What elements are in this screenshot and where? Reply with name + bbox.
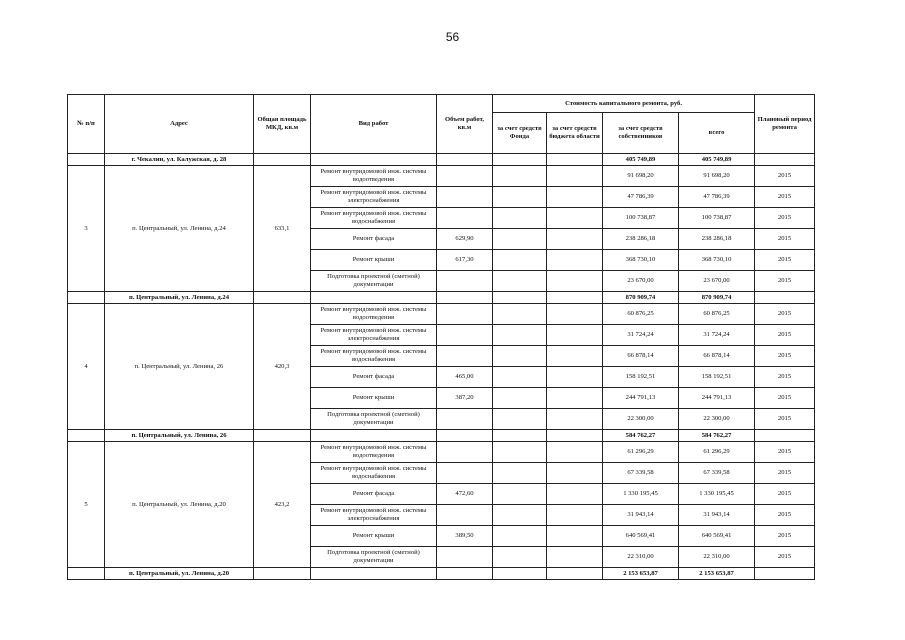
cell-empty: [493, 568, 547, 580]
header-owners: за счет средств собственников: [603, 113, 679, 154]
work-volume: [437, 547, 493, 568]
group-number: 4: [68, 304, 105, 430]
repair-period: 2015: [755, 388, 815, 409]
cell-empty: [311, 292, 437, 304]
cell-empty: [493, 430, 547, 442]
work-type: Ремонт крыши: [311, 526, 437, 547]
cell-empty: [755, 292, 815, 304]
work-volume: [437, 166, 493, 187]
cost-total: 91 698,20: [679, 166, 755, 187]
cost-budget: [547, 304, 603, 325]
cost-owners: 91 698,20: [603, 166, 679, 187]
repair-period: 2015: [755, 325, 815, 346]
cost-budget: [547, 187, 603, 208]
work-type: Ремонт крыши: [311, 250, 437, 271]
cost-owners: 31 724,24: [603, 325, 679, 346]
work-volume: [437, 304, 493, 325]
work-volume: 465,00: [437, 367, 493, 388]
cost-owners: 22 300,00: [603, 409, 679, 430]
work-type: Подготовка проектной (сметной) документации: [311, 271, 437, 292]
repair-period: 2015: [755, 442, 815, 463]
cell-empty: [437, 568, 493, 580]
cost-budget: [547, 505, 603, 526]
work-volume: [437, 325, 493, 346]
work-volume: [437, 409, 493, 430]
repair-period: 2015: [755, 463, 815, 484]
header-cost-group: Стоимость капитального ремонта, руб.: [493, 95, 755, 113]
cost-owners: 60 876,25: [603, 304, 679, 325]
work-volume: [437, 346, 493, 367]
cost-owners: 1 330 195,45: [603, 484, 679, 505]
work-type: Ремонт внутридомовой инж. системы водоснабжения: [311, 346, 437, 367]
cost-fund: [493, 526, 547, 547]
cost-owners: 100 738,87: [603, 208, 679, 229]
cost-fund: [493, 388, 547, 409]
repair-period: 2015: [755, 526, 815, 547]
work-type: Ремонт фасада: [311, 484, 437, 505]
cost-total: 23 670,00: [679, 271, 755, 292]
cost-fund: [493, 208, 547, 229]
pretotal-total: 405 749,89: [679, 154, 755, 166]
page-number: 56: [445, 30, 460, 44]
cell-empty: [547, 568, 603, 580]
cost-owners: 67 339,58: [603, 463, 679, 484]
cost-fund: [493, 250, 547, 271]
cost-owners: 238 286,18: [603, 229, 679, 250]
cost-total: 640 569,41: [679, 526, 755, 547]
header-row-1: [68, 95, 815, 113]
cell-empty: [437, 430, 493, 442]
work-volume: [437, 208, 493, 229]
cell-empty: [547, 292, 603, 304]
header-area: Общая площадь МКД, кв.м: [254, 95, 311, 154]
group-address: п. Центральный, ул. Ленина, д.20: [105, 442, 254, 568]
pretotal-owners: 405 749,89: [603, 154, 679, 166]
cost-fund: [493, 229, 547, 250]
cell-empty: [311, 154, 437, 166]
cost-total: 1 330 195,45: [679, 484, 755, 505]
repair-period: 2015: [755, 187, 815, 208]
cell-empty: [68, 292, 105, 304]
cost-owners: 31 943,14: [603, 505, 679, 526]
subtotal-row: [68, 568, 815, 580]
header-address: Адрес: [105, 95, 254, 154]
cost-budget: [547, 547, 603, 568]
cell-empty: [254, 430, 311, 442]
cell-empty: [755, 568, 815, 580]
cell-empty: [437, 292, 493, 304]
cost-budget: [547, 250, 603, 271]
cost-fund: [493, 367, 547, 388]
subtotal-row: [68, 430, 815, 442]
table-row: [68, 442, 815, 463]
cost-total: 31 943,14: [679, 505, 755, 526]
cost-owners: 22 310,00: [603, 547, 679, 568]
repair-period: 2015: [755, 346, 815, 367]
group-area: 420,3: [254, 304, 311, 430]
cell-empty: [254, 154, 311, 166]
repair-period: 2015: [755, 547, 815, 568]
work-type: Ремонт внутридомовой инж. системы водоснабжения: [311, 208, 437, 229]
cost-total: 244 791,13: [679, 388, 755, 409]
cell-empty: [68, 430, 105, 442]
cost-budget: [547, 346, 603, 367]
work-volume: 472,60: [437, 484, 493, 505]
header-total: всего: [679, 113, 755, 154]
header-budget: за счет средств бюджета области: [547, 113, 603, 154]
subtotal-total: 2 153 653,87: [679, 568, 755, 580]
cell-empty: [547, 430, 603, 442]
cell-empty: [755, 154, 815, 166]
subtotal-owners: 870 909,74: [603, 292, 679, 304]
cost-owners: 244 791,13: [603, 388, 679, 409]
cost-fund: [493, 325, 547, 346]
cost-budget: [547, 367, 603, 388]
cost-owners: 368 730,10: [603, 250, 679, 271]
cost-fund: [493, 304, 547, 325]
work-volume: 389,50: [437, 526, 493, 547]
table-row: [68, 166, 815, 187]
cost-budget: [547, 526, 603, 547]
work-type: Ремонт внутридомовой инж. системы электроснабжения: [311, 187, 437, 208]
header-volume: Объем работ, кв.м: [437, 95, 493, 154]
cost-total: 31 724,24: [679, 325, 755, 346]
cost-budget: [547, 208, 603, 229]
repair-period: 2015: [755, 304, 815, 325]
work-volume: 617,30: [437, 250, 493, 271]
cell-empty: [437, 154, 493, 166]
cost-total: 22 310,00: [679, 547, 755, 568]
work-volume: 629,90: [437, 229, 493, 250]
cost-budget: [547, 229, 603, 250]
group-address: п. Центральный, ул. Ленина, д.24: [105, 166, 254, 292]
table-row: [68, 304, 815, 325]
header-fund: за счет средств Фонда: [493, 113, 547, 154]
header-period: Плановый период ремонта: [755, 95, 815, 154]
cell-empty: [311, 568, 437, 580]
cost-owners: 47 786,39: [603, 187, 679, 208]
cost-budget: [547, 166, 603, 187]
cost-fund: [493, 409, 547, 430]
pretotal-address: г. Чекалин, ул. Калужская, д. 28: [105, 154, 254, 166]
group-number: 5: [68, 442, 105, 568]
work-type: Ремонт фасада: [311, 367, 437, 388]
subtotal-address: п. Центральный, ул. Ленина, д.24: [105, 292, 254, 304]
cell-empty: [68, 568, 105, 580]
cell-empty: [254, 568, 311, 580]
repair-period: 2015: [755, 505, 815, 526]
cost-budget: [547, 442, 603, 463]
cost-fund: [493, 484, 547, 505]
work-type: Ремонт фасада: [311, 229, 437, 250]
subtotal-address: п. Центральный, ул. Ленина, д.20: [105, 568, 254, 580]
cell-empty: [493, 154, 547, 166]
work-type: Ремонт внутридомовой инж. системы водоотведения: [311, 166, 437, 187]
header-work: Вид работ: [311, 95, 437, 154]
repair-cost-table: [67, 94, 815, 580]
work-type: Подготовка проектной (сметной) документации: [311, 547, 437, 568]
cost-owners: 66 878,14: [603, 346, 679, 367]
group-address: п. Центральный, ул. Ленина, 26: [105, 304, 254, 430]
table-body: [68, 154, 815, 580]
repair-period: 2015: [755, 229, 815, 250]
cost-fund: [493, 505, 547, 526]
subtotal-total: 584 762,27: [679, 430, 755, 442]
cost-total: 368 730,10: [679, 250, 755, 271]
cell-empty: [493, 292, 547, 304]
work-type: Ремонт внутридомовой инж. системы водоотведения: [311, 442, 437, 463]
header-num: № п/п: [68, 95, 105, 154]
cell-empty: [547, 154, 603, 166]
cost-budget: [547, 463, 603, 484]
cost-budget: [547, 484, 603, 505]
cost-total: 60 876,25: [679, 304, 755, 325]
group-area: 633,1: [254, 166, 311, 292]
cell-empty: [755, 430, 815, 442]
cost-fund: [493, 166, 547, 187]
group-area: 423,2: [254, 442, 311, 568]
cost-fund: [493, 463, 547, 484]
repair-period: 2015: [755, 166, 815, 187]
subtotal-owners: 584 762,27: [603, 430, 679, 442]
repair-period: 2015: [755, 409, 815, 430]
cost-owners: 23 670,00: [603, 271, 679, 292]
cost-fund: [493, 346, 547, 367]
work-volume: [437, 187, 493, 208]
work-type: Ремонт внутридомовой инж. системы электроснабжения: [311, 505, 437, 526]
cost-budget: [547, 388, 603, 409]
work-volume: [437, 271, 493, 292]
work-volume: 387,20: [437, 388, 493, 409]
subtotal-row: [68, 292, 815, 304]
cell-empty: [254, 292, 311, 304]
cost-total: 61 296,29: [679, 442, 755, 463]
repair-period: 2015: [755, 250, 815, 271]
subtotal-owners: 2 153 653,87: [603, 568, 679, 580]
work-type: Ремонт крыши: [311, 388, 437, 409]
cost-total: 66 878,14: [679, 346, 755, 367]
group-number: 3: [68, 166, 105, 292]
cost-total: 22 300,00: [679, 409, 755, 430]
cost-budget: [547, 325, 603, 346]
repair-period: 2015: [755, 367, 815, 388]
work-volume: [437, 442, 493, 463]
work-type: Подготовка проектной (сметной) документации: [311, 409, 437, 430]
repair-period: 2015: [755, 208, 815, 229]
cost-total: 67 339,58: [679, 463, 755, 484]
cost-fund: [493, 547, 547, 568]
cell-empty: [68, 154, 105, 166]
work-type: Ремонт внутридомовой инж. системы водоснабжения: [311, 463, 437, 484]
cost-owners: 158 192,51: [603, 367, 679, 388]
cost-total: 100 738,87: [679, 208, 755, 229]
cost-budget: [547, 409, 603, 430]
repair-period: 2015: [755, 484, 815, 505]
cost-owners: 61 296,29: [603, 442, 679, 463]
work-type: Ремонт внутридомовой инж. системы электроснабжения: [311, 325, 437, 346]
cost-total: 238 286,18: [679, 229, 755, 250]
cost-total: 158 192,51: [679, 367, 755, 388]
cost-fund: [493, 442, 547, 463]
cost-fund: [493, 271, 547, 292]
subtotal-address: п. Центральный, ул. Ленина, 26: [105, 430, 254, 442]
pretotal-row: [68, 154, 815, 166]
work-volume: [437, 463, 493, 484]
cost-total: 47 786,39: [679, 187, 755, 208]
work-type: Ремонт внутридомовой инж. системы водоотведения: [311, 304, 437, 325]
work-volume: [437, 505, 493, 526]
subtotal-total: 870 909,74: [679, 292, 755, 304]
repair-period: 2015: [755, 271, 815, 292]
cost-budget: [547, 271, 603, 292]
cost-owners: 640 569,41: [603, 526, 679, 547]
cell-empty: [311, 430, 437, 442]
cost-fund: [493, 187, 547, 208]
